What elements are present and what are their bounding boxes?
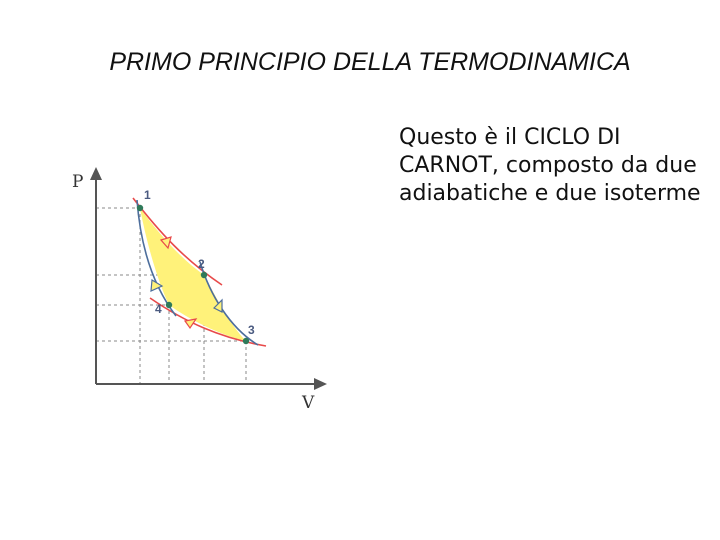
state-point-1 <box>137 205 143 211</box>
state-point-4 <box>166 302 172 308</box>
axes <box>90 167 327 390</box>
slide-description: Questo è il CICLO DI CARNOT, composto da due adiabatiche e due isoterme <box>399 125 701 206</box>
x-axis-label: V <box>302 393 315 413</box>
point-label-2: 2 <box>198 257 205 271</box>
point-label-3: 3 <box>248 323 255 337</box>
point-label-1: 1 <box>144 188 151 202</box>
point-label-4: 4 <box>155 302 162 316</box>
state-point-2 <box>201 272 207 278</box>
y-axis-label: P <box>72 172 84 192</box>
state-point-3 <box>243 338 249 344</box>
slide-title: PRIMO PRINCIPIO DELLA TERMODINAMICA <box>109 48 631 76</box>
